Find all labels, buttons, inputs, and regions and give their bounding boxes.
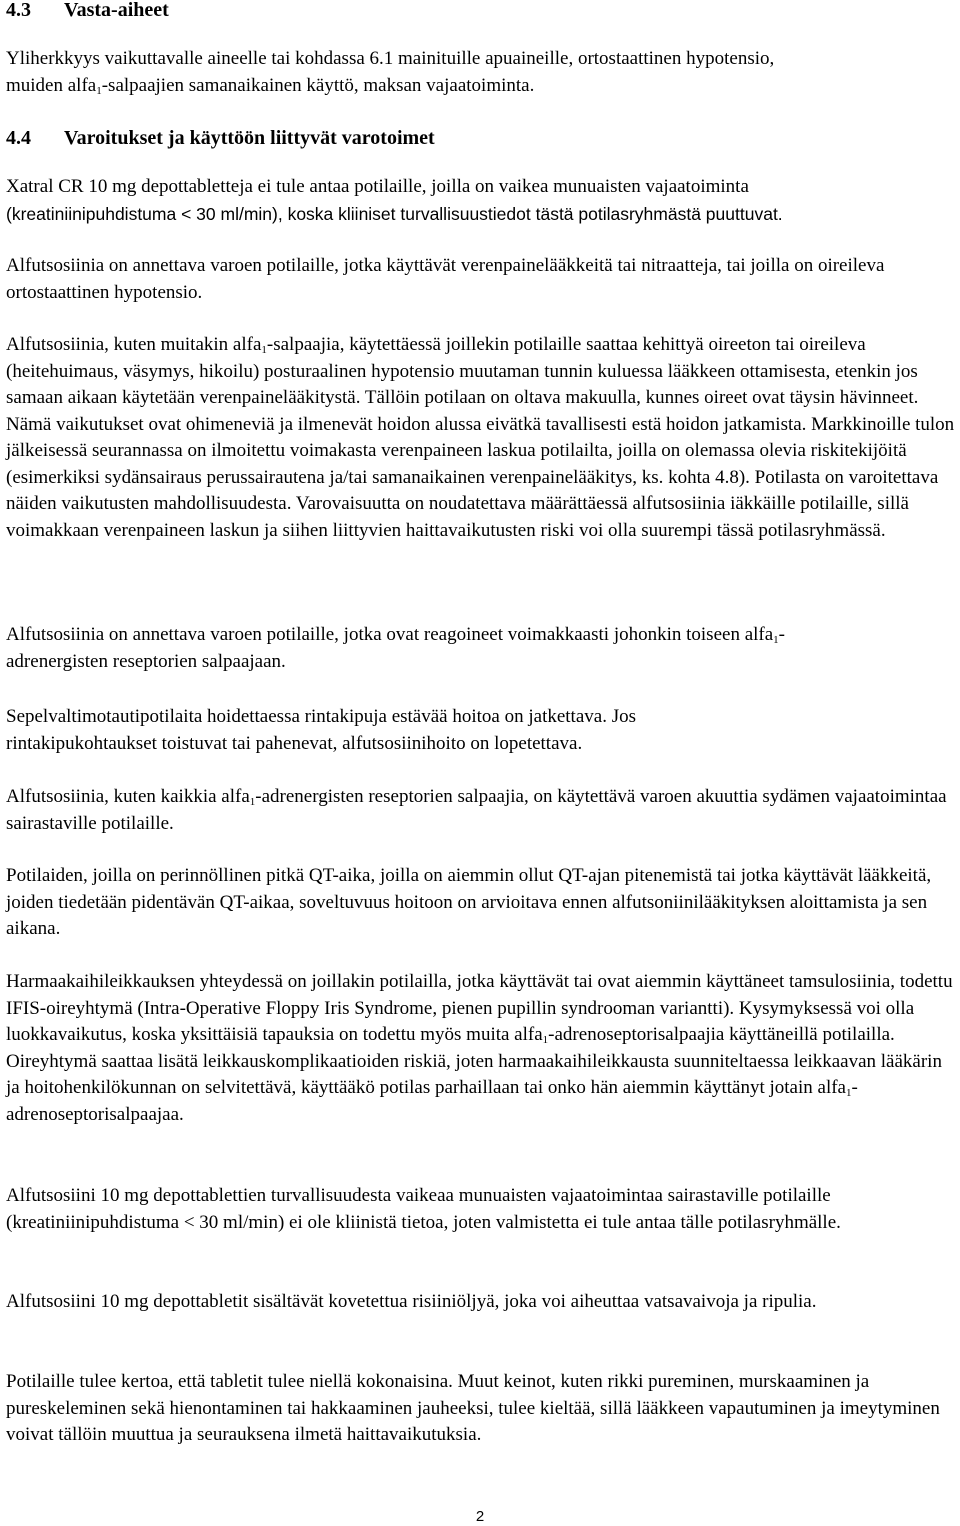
warning-paragraph-11: Potilaille tulee kertoa, että tabletit tulee niellä kokonaisina. Muut keinot, kuten rikki pureminen, murskaaminen ja pureskeleminen sekä hienontaminen tai hakkaaminen jauheeksi, tulee kieltää, sillä lääkkeen vapautuminen ja imeytyminen voivat tällöin muuttua ja seurauksena ilmetä haittavaikutuksia. (6, 1371, 940, 1445)
warning-paragraph-4: Alfutsosiinia on annettava varoen potilaille, jotka ovat reagoineet voimakkaasti johonkin toiseen alfa$_1$- adrenergisten reseptorien salpaajaan. (6, 624, 785, 672)
warning-paragraph-2: Alfutsosiinia on annettava varoen potilaille, jotka käyttävät verenpainelääkkeitä tai nitraatteja, tai joilla on oireileva ortostaattinen hypotensio. (6, 255, 885, 303)
warning-paragraph-7: Potilaiden, joilla on perinnöllinen pitkä QT-aika, joilla on aiemmin ollut QT-ajan pitenemistä tai jotka käyttävät lääkkeitä, joiden tiedetään pidentävän QT-aikaa, soveltuvuus hoitoon on arvioitava ennen alfutsoniinilääkityksen aloittamista ja sen aikana. (6, 865, 932, 939)
section-number: 4.3 (6, 0, 31, 21)
section-number: 4.4 (6, 127, 31, 149)
warning-paragraph-3: Alfutsosiinia, kuten muitakin alfa$_1$-salpaajia, käytettäessä joillekin potilaille saattaa kehittyä oireeton tai oireileva (heitehuimaus, väsymys, hikoilu) posturaalinen hypotensio muutaman tunnin kuluessa lääkkeen ottamisesta, etenkin jos samaan aikaan käytetään verenpainelääkitystä. Tällöin potilaan on oltava makuulla, kunnes oireet ovat täysin hävinneet. Nämä vaikutukset ovat ohimeneviä ja ilmenevät hoidon alussa eivätkä tavallisesti estä hoidon jatkamista. Markkinoille tulon jälkeisessä seurannassa on ilmoitettu voimakasta verenpaineen laskua potilailta, joilla on olemassa olevia riskitekijöitä (esimerkiksi sydänsairaus perussairautena ja/tai samanaikainen verenpainelääkitys, ks. kohta 4.8). Potilasta on varoitettava näiden vaikutusten mahdollisuudesta. Varovaisuutta on noudatettava määrättäessä alfutsosiinia iäkkäille potilaille, sillä voimakkaan verenpaineen laskun ja siihen liittyvien haittavaikutusten riski voi olla suurempi tässä potilasryhmässä. (6, 334, 955, 541)
warning-paragraph-8: Harmaakaihileikkauksen yhteydessä on joillakin potilailla, jotka käyttävät tai ovat aiemmin käyttäneet tamsulosiinia, todettu IFIS-oireyhtymä (Intra-Operative Floppy Iris Syndrome, pienen pupillin syndrooman variantti). Kysymyksessä voi olla luokkavaikutus, koska yksittäisiä tapauksia on todettu myös muita alfa$_1$-adrenoseptorisalpaajia käyttäneillä potilailla. Oireyhtymä saattaa lisätä leikkauskomplikaatioiden riskiä, joten harmaakaihileikkausta suunniteltaessa leikkaavan lääkärin ja hoitohenkilökunnan on selvitettävä, käyttääkö potilas parhaillaan tai onko hän aiemmin käyttänyt jotain alfa$_1$-adrenoseptorisalpaajaa. (6, 971, 953, 1125)
section-title: Varoitukset ja käyttöön liittyvät varotoimet (64, 127, 435, 149)
page-number: 2 (475, 1508, 485, 1525)
warning-paragraph-1: Xatral CR 10 mg depottabletteja ei tule antaa potilaille, joilla on vaikea munuaisten vajaatoiminta (kreatiniinipuhdistuma < 30 ml/min), koska kliiniset turvallisuustiedot tästä potilasryhmästä puuttuvat. (6, 176, 783, 224)
section-4-4-heading (6, 125, 435, 151)
warning-paragraph-5: Sepelvaltimotautipotilaita hoidettaessa rintakipuja estävää hoitoa on jatkettava. Jos rintakipukohtaukset toistuvat tai pahenevat, alfutsosiinihoito on lopetettava. (6, 706, 636, 754)
warning-paragraph-6: Alfutsosiinia, kuten kaikkia alfa$_1$-adrenergisten reseptorien salpaajia, on käytettävä varoen akuuttia sydämen vajaatoimintaa sairastaville potilaille. (6, 786, 947, 834)
warning-paragraph-10: Alfutsosiini 10 mg depottabletit sisältävät kovetettua risiiniöljyä, joka voi aiheuttaa vatsavaivoja ja ripulia. (6, 1291, 817, 1312)
section-title: Vasta-aiheet (64, 0, 169, 21)
contraindications-paragraph: Yliherkkyys vaikuttavalle aineelle tai kohdassa 6.1 mainituille apuaineille, ortostaattinen hypotensio, muiden alfa$_1$-salpaajien samanaikainen käyttö, maksan vajaatoiminta. (6, 48, 775, 97)
warning-paragraph-9: Alfutsosiini 10 mg depottablettien turvallisuudesta vaikeaa munuaisten vajaatoimintaa sairastaville potilaille (kreatiniinipuhdistuma < 30 ml/min) ei ole kliinistä tietoa, joten valmistetta ei tule antaa tälle potilasryhmälle. (6, 1185, 841, 1233)
section-4-3-heading (6, 0, 169, 23)
